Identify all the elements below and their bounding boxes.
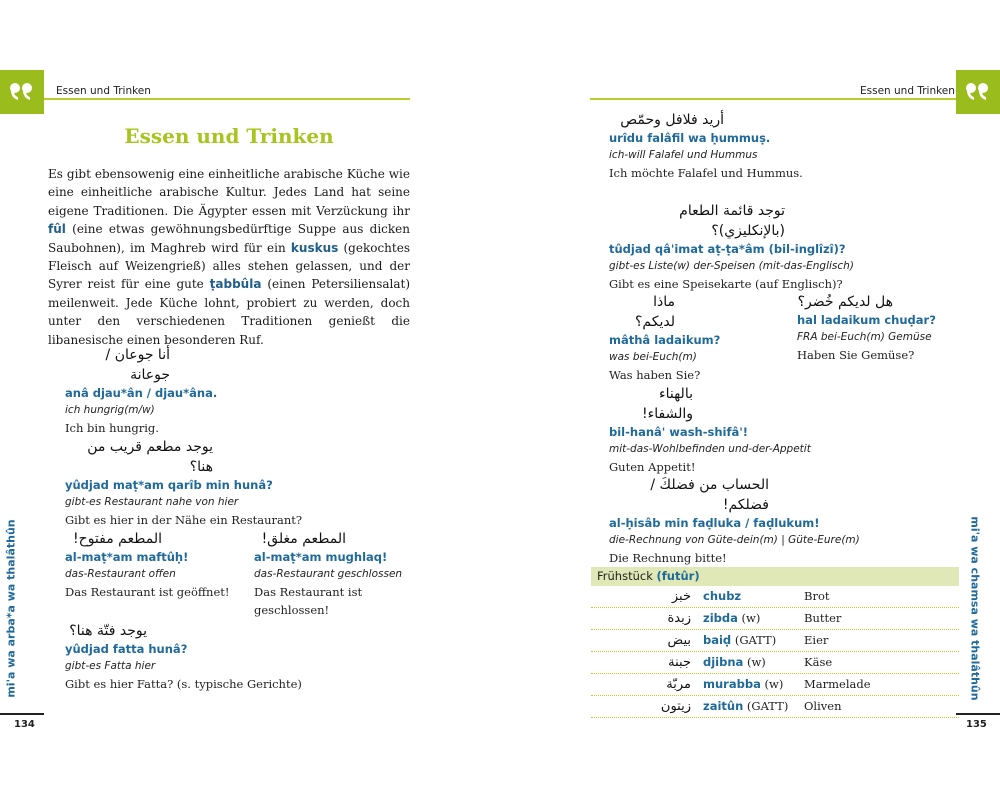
literal-translation: ich hungrig(m/w) (65, 404, 155, 416)
literal-translation: gibt-es Liste(w) der-Speisen (mit-das-Englisch) (609, 260, 854, 272)
page-number-left: 134 (14, 719, 35, 730)
page-number-right: 135 (966, 719, 987, 730)
german-translation: Gibt es eine Speisekarte (auf Englisch)? (609, 277, 843, 291)
german-translation: Das Restaurant ist geschlossen! (254, 585, 363, 617)
vocab-grammar: (GATT) (743, 699, 789, 713)
vocab-transliteration (703, 696, 788, 717)
transliteration: bil-hanâ' wash-shifâ'! (609, 425, 748, 439)
arabic-phrase: الحساب من فضلكَ / فضلكم! (650, 477, 769, 513)
literal-translation: was bei-Euch(m) (609, 351, 697, 363)
vocab-term: chubz (703, 589, 742, 603)
vocab-arabic: زيتون (660, 699, 691, 714)
right-side-label: mi'a wa chamsa wa thalâthûn (968, 516, 982, 701)
vocab-arabic: بيض (667, 633, 691, 648)
table-row (591, 696, 959, 718)
term-ful: fûl (48, 222, 66, 237)
left-page-rule (0, 713, 44, 715)
table-row (591, 652, 959, 674)
literal-translation: das-Restaurant offen (65, 568, 176, 580)
phrase-block (65, 529, 245, 601)
phrase-block (65, 437, 405, 529)
german-translation: Was haben Sie? (609, 368, 701, 382)
vocab-table-header (591, 567, 959, 586)
intro-text: (gekochtes Fleisch auf Weizengrieß) alles stehen gelassen, und der Syrer reist für eine gute (48, 240, 410, 292)
term-kuskus: kuskus (290, 240, 339, 255)
phrase-block (254, 529, 409, 619)
vocab-table (591, 567, 959, 718)
intro-text: (eine etwas gewöhnungsbedürftige Suppe aus dicken Saubohnen), im Maghreb wird für ein (48, 222, 410, 255)
phrase-block (609, 201, 949, 293)
right-quote-badge (956, 70, 1000, 114)
phrase-block (797, 292, 957, 364)
arabic-phrase: أريد فلافل وحمّص (620, 112, 724, 128)
vocab-term: murabba (703, 677, 761, 691)
vocab-transliteration (703, 674, 783, 695)
vocab-arabic: جبنة (668, 655, 691, 670)
page-title: Essen und Trinken (124, 124, 334, 148)
arabic-phrase: ماذا لديكم؟ (635, 294, 675, 330)
intro-text: (einen Petersiliensalat) meilenweit. Jede Küche lohnt, probiert zu werden, doch unter den verschiedenen Traditionen genießt die libanesische einen besonderen Ruf. (48, 277, 411, 347)
arabic-phrase: توجد قائمة الطعام (بالإنكليزي)؟ (679, 203, 785, 239)
arabic-phrase: أنا جوعان / جوعانة (105, 347, 170, 383)
phrase-block (609, 475, 954, 567)
phrase-block (609, 384, 949, 476)
vocab-term: zibda (703, 611, 738, 625)
literal-translation: das-Restaurant geschlossen (254, 568, 403, 580)
vocab-german: Käse (804, 655, 833, 669)
transliteration: al-maṭ*am maftûḥ! (65, 550, 189, 564)
german-translation: Gibt es hier in der Nähe ein Restaurant? (65, 513, 303, 527)
transliteration: hal ladaikum chuḍar? (797, 313, 936, 327)
literal-translation: gibt-es Restaurant nahe von hier (65, 496, 239, 508)
phrase-block (65, 621, 405, 693)
phrase-block (609, 292, 789, 384)
quote-icon (965, 82, 991, 102)
vocab-arabic: زبدة (667, 611, 691, 626)
german-translation: Ich möchte Falafel und Hummus. (609, 166, 803, 180)
transliteration: yûdjad maṭ*am qarîb min hunâ? (65, 478, 273, 492)
left-side-label: mi'a wa arba*a wa thalâthûn (4, 519, 18, 698)
vocab-arabic: خبز (671, 589, 691, 604)
vocab-german: Marmelade (804, 677, 871, 691)
german-translation: Gibt es hier Fatta? (s. typische Gerichte) (65, 677, 302, 691)
right-header-rule (590, 98, 956, 100)
transliteration: urîdu falâfil wa ḥummuṣ. (609, 131, 771, 145)
right-page-rule (956, 713, 1000, 715)
vocab-transliteration (703, 652, 766, 673)
transliteration: al-ḥisâb min faḍluka / faḍlukum! (609, 516, 820, 530)
arabic-phrase: المطعم مغلق! (261, 531, 346, 547)
vocab-grammar: (GATT) (731, 633, 777, 647)
arabic-phrase: المطعم مفتوح! (73, 531, 162, 547)
transliteration: al-maṭ*am mughlaq! (254, 550, 388, 564)
german-translation: Haben Sie Gemüse? (797, 348, 915, 362)
intro-paragraph (48, 165, 410, 349)
vocab-german: Oliven (804, 699, 842, 713)
table-row (591, 608, 959, 630)
arabic-phrase: هل لديكم خُضر؟ (797, 294, 893, 310)
vocab-german: Brot (804, 589, 830, 603)
literal-translation: die-Rechnung von Güte-dein(m) | Güte-Eure(m) (609, 534, 860, 546)
quote-icon (9, 82, 35, 102)
arabic-phrase: يوجد مطعم قريب من هنا؟ (87, 439, 213, 475)
table-row (591, 674, 959, 696)
vocab-grammar: (w) (760, 677, 784, 691)
transliteration: tûdjad qâ'imat aṭ-ṭa*âm (bil-inglîzî)? (609, 242, 846, 256)
vocab-header-term: (futûr) (656, 569, 700, 583)
german-translation: Ich bin hungrig. (65, 421, 159, 435)
vocab-grammar: (w) (737, 611, 761, 625)
phrase-block (65, 345, 405, 437)
german-translation: Die Rechnung bitte! (609, 551, 727, 565)
vocab-german: Butter (804, 611, 842, 625)
transliteration: anâ djau*ân / djau*âna. (65, 386, 218, 400)
vocab-term: zaitûn (703, 699, 744, 713)
vocab-transliteration (703, 608, 760, 629)
left-header-rule (44, 98, 410, 100)
left-running-head: Essen und Trinken (56, 85, 151, 97)
table-row (591, 630, 959, 652)
vocab-transliteration (703, 630, 776, 651)
vocab-grammar: (w) (743, 655, 766, 669)
arabic-phrase: بالهناء والشفاء! (642, 386, 693, 422)
literal-translation: gibt-es Fatta hier (65, 660, 156, 672)
table-row (591, 586, 959, 608)
transliteration: yûdjad fatta hunâ? (65, 642, 188, 656)
german-translation: Guten Appetit! (609, 460, 696, 474)
vocab-arabic: مربّة (666, 677, 691, 692)
intro-text: Es gibt ebensowenig eine einheitliche arabische Küche wie eine einheitliche arabische Kultur. Jedes Land hat seine eigene Traditionen. Die Ägypter essen mit Verzückung ihr (48, 167, 410, 218)
literal-translation: ich-will Falafel und Hummus (609, 149, 758, 161)
phrase-block (609, 110, 949, 182)
vocab-term: baiḍ (703, 633, 732, 647)
vocab-german: Eier (804, 633, 829, 647)
right-running-head: Essen und Trinken (860, 85, 955, 97)
german-translation: Das Restaurant ist geöffnet! (65, 585, 230, 599)
literal-translation: FRA bei-Euch(m) Gemüse (797, 331, 932, 343)
vocab-header-label: Frühstück (597, 569, 657, 583)
transliteration: mâthâ ladaikum? (609, 333, 721, 347)
vocab-transliteration (703, 586, 741, 607)
arabic-phrase: يوجد فتّة هنا؟ (69, 623, 147, 639)
term-tabbula: ṭabbûla (209, 277, 262, 292)
left-quote-badge (0, 70, 44, 114)
vocab-term: djibna (703, 655, 744, 669)
literal-translation: mit-das-Wohlbefinden und-der-Appetit (609, 443, 811, 455)
